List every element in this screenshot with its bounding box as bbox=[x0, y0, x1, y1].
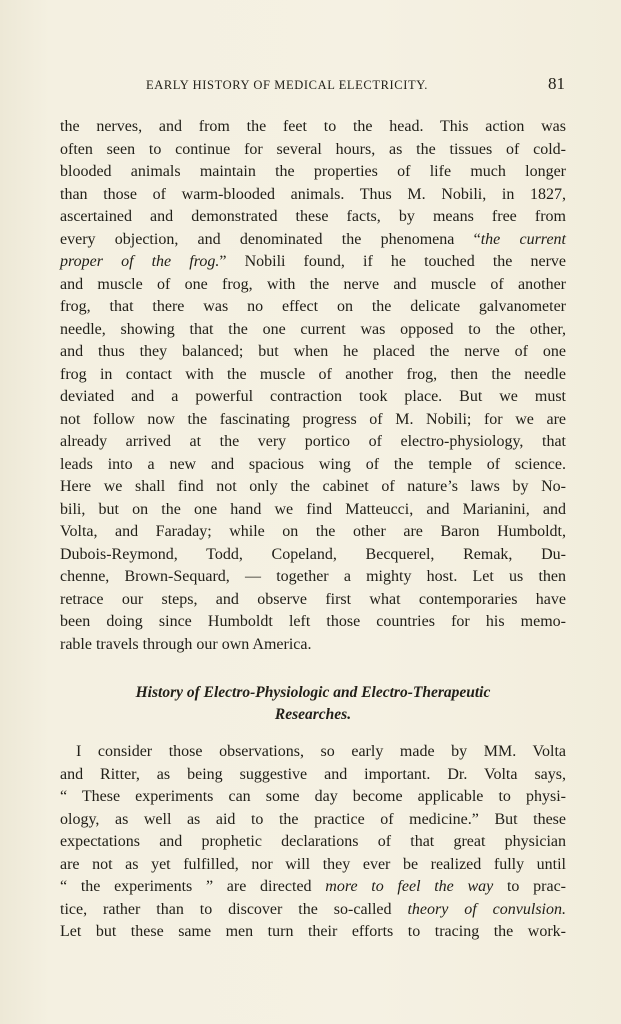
running-title: EARLY HISTORY OF MEDICAL ELECTRICITY. bbox=[146, 78, 428, 92]
italic-phrase: proper of the frog. bbox=[60, 253, 220, 270]
text-line: and Ritter, as being suggestive and important. Dr. Volta says, bbox=[60, 765, 566, 783]
text-line: expectations and prophetic declarations of that great physician bbox=[60, 833, 566, 850]
italic-phrase: more to feel the way bbox=[325, 878, 494, 895]
text-line: ascertained and demonstrated these facts, by means free from bbox=[60, 208, 566, 225]
text-line: are not as yet fulfilled, nor will they ever be realized fully until bbox=[60, 855, 566, 873]
text-line bbox=[60, 229, 566, 252]
text-run: tice, rather than to discover the so-called bbox=[60, 900, 408, 918]
text-line: and thus they balanced; but when he placed the nerve of one bbox=[60, 343, 566, 360]
paragraph-2 bbox=[60, 741, 566, 944]
text-line: rable travels through our own America. bbox=[60, 635, 312, 653]
section-heading-line: History of Electro-Physiologic and Electro-Therapeutic bbox=[135, 684, 491, 701]
text-line: than those of warm-blooded animals. Thus M. Nobili, in 1827, bbox=[60, 185, 566, 203]
text-line: Volta, and Faraday; while on the other are Baron Humboldt, bbox=[60, 523, 566, 540]
text-line: been doing since Humboldt left those countries for his memo- bbox=[60, 613, 566, 630]
text-run: every objection, and denominated the phenomena “ bbox=[60, 230, 481, 248]
text-line: the nerves, and from the feet to the head. This action was bbox=[60, 118, 566, 135]
text-line: not follow now the fascinating progress of M. Nobili; for we are bbox=[60, 410, 566, 428]
text-line: frog, that there was no effect on the delicate galvanometer bbox=[60, 298, 566, 315]
text-line: leads into a new and spacious wing of the temple of science. bbox=[60, 455, 566, 473]
text-line: Let but these same men turn their efforts to tracing the work- bbox=[60, 923, 566, 940]
text-line: I consider those observations, so early made by MM. Volta bbox=[76, 743, 566, 760]
text-line: frog in contact with the muscle of another frog, then the needle bbox=[60, 365, 566, 383]
text-line: Here we shall find not only the cabinet of nature’s laws by No- bbox=[60, 478, 566, 495]
text-line: ology, as well as aid to the practice of medicine.” But these bbox=[60, 810, 566, 828]
text-line bbox=[60, 899, 566, 922]
text-line: blooded animals maintain the properties of life much longer bbox=[60, 163, 566, 180]
text-run: ” Nobili found, if he touched the nerve bbox=[219, 253, 567, 270]
page-number: 81 bbox=[548, 74, 565, 93]
text-line: bili, but on the one hand we find Matteucci, and Marianini, and bbox=[60, 500, 566, 518]
text-line: chenne, Brown-Sequard, — together a mighty host. Let us then bbox=[60, 568, 566, 585]
text-line: needle, showing that the one current was opposed to the other, bbox=[60, 320, 566, 338]
text-line: already arrived at the very portico of electro-physiology, that bbox=[60, 433, 566, 450]
running-head bbox=[60, 74, 565, 96]
italic-phrase: theory of convulsion. bbox=[407, 900, 567, 918]
italic-phrase: the current bbox=[480, 230, 566, 248]
text-line: Dubois-Reymond, Todd, Copeland, Becquerel, Remak, Du- bbox=[60, 545, 566, 563]
text-run: to prac- bbox=[493, 878, 566, 895]
text-line bbox=[60, 876, 566, 899]
paragraph-1 bbox=[60, 116, 566, 656]
section-heading bbox=[60, 682, 566, 725]
text-line: retrace our steps, and observe first what contemporaries have bbox=[60, 590, 566, 608]
text-line: and muscle of one frog, with the nerve and muscle of another bbox=[60, 275, 566, 293]
section-heading-line: Researches. bbox=[274, 705, 352, 723]
text-line: deviated and a powerful contraction took place. But we must bbox=[60, 388, 566, 405]
text-line bbox=[60, 251, 566, 274]
text-line: often seen to continue for several hours, as the tissues of cold- bbox=[60, 140, 566, 158]
text-line: “ These experiments can some day become applicable to physi- bbox=[60, 788, 566, 805]
text-run: “ the experiments ” are directed bbox=[60, 878, 326, 895]
